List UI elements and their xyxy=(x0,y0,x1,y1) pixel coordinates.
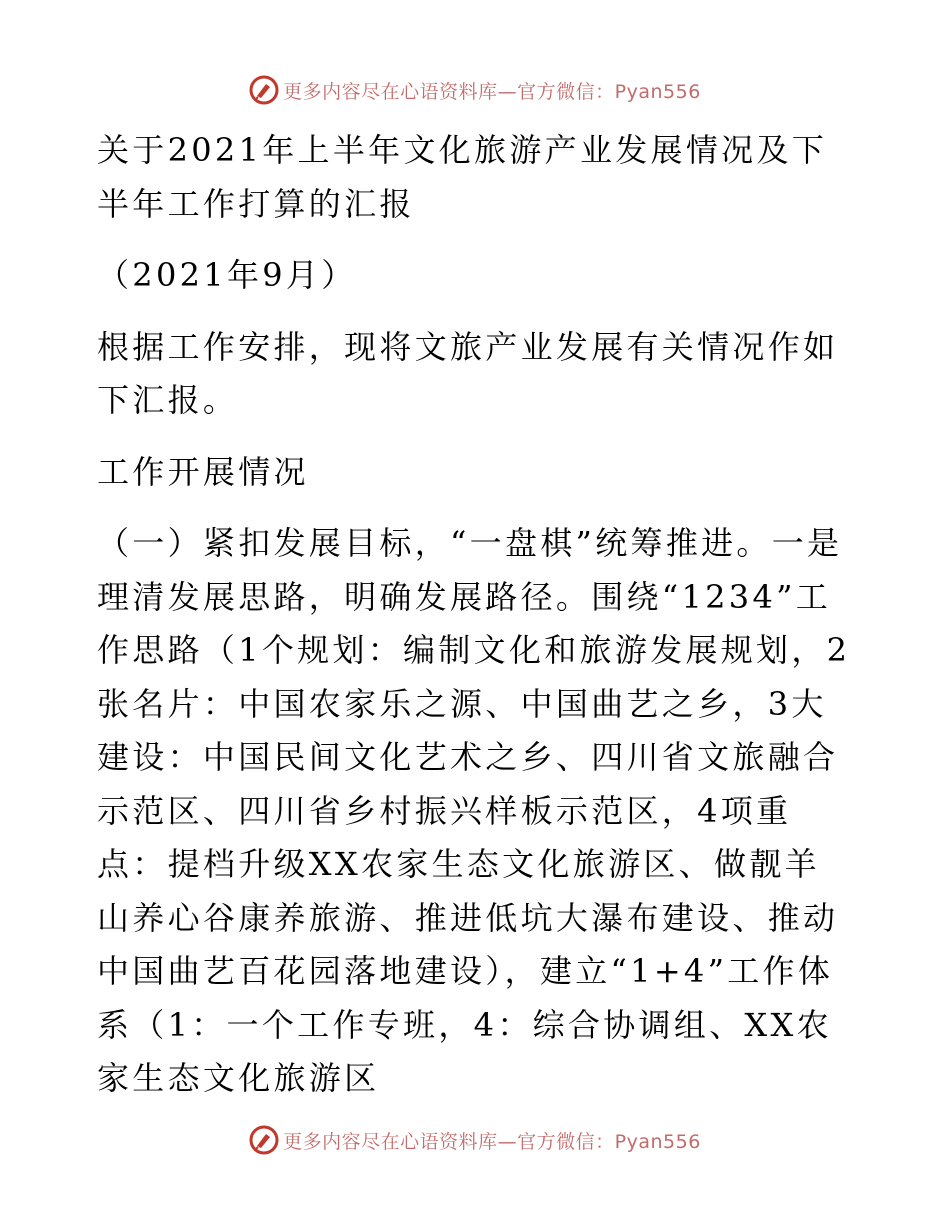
red-circle-seal-icon xyxy=(249,75,279,105)
watermark-contact: 官方微信：Pyan556 xyxy=(517,80,701,103)
watermark-separator: — xyxy=(497,1130,518,1153)
document-content xyxy=(97,124,853,1106)
watermark-text: 更多内容尽在心语资料库 xyxy=(283,80,498,103)
document-body: （一）紧扣发展目标，“一盘棋”统筹推进。一是理清发展思路，明确发展路径。围绕“1234”工作思路（1个规划：编制文化和旅游发展规划，2张名片：中国农家乐之源、中国曲艺之乡，3大建设：中国民间文化艺术之乡、四川省文旅融合示范区、四川省乡村振兴样板示范区，4项重点：提档升级XX农家生态文化旅游区、做靓羊山养心谷康养旅游、推进低坑大瀑布建设、推动中国曲艺百花园落地建设），建立“1+4”工作体系（1：一个工作专班，4：综合协调组、XX农家生态文化旅游区 xyxy=(97,524,851,1097)
document-intro: 根据工作安排，现将文旅产业发展有关情况作如下汇报。 xyxy=(97,327,839,419)
watermark-contact: 官方微信：Pyan556 xyxy=(517,1130,701,1153)
watermark-text: 更多内容尽在心语资料库 xyxy=(283,1130,498,1153)
red-circle-seal-icon xyxy=(249,1125,279,1155)
watermark-separator: — xyxy=(497,80,518,103)
section-heading: 工作开展情况 xyxy=(97,452,309,491)
document-date: （2021年9月） xyxy=(97,256,357,294)
watermark-header xyxy=(0,70,950,110)
watermark-footer xyxy=(0,1120,950,1160)
document-title: 关于2021年上半年文化旅游产业发展情况及下半年工作打算的汇报 xyxy=(97,131,828,223)
